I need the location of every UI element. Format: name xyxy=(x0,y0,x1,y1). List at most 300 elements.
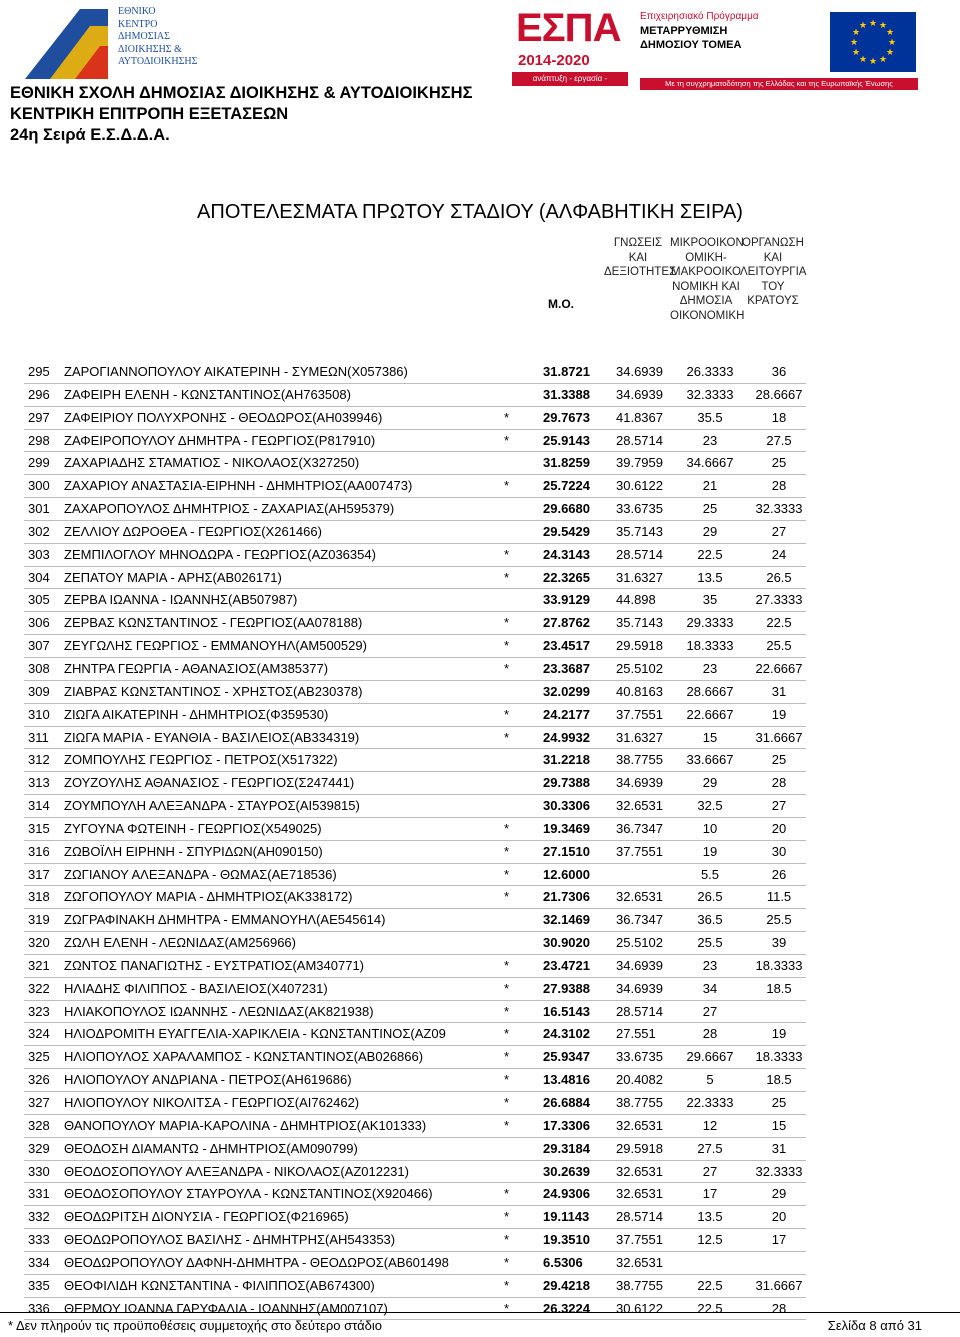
row-number: 329 xyxy=(28,1140,50,1156)
ineligible-mark: * xyxy=(504,729,510,745)
table-row xyxy=(24,955,806,978)
average-score: 16.5143 xyxy=(543,1003,590,1019)
score-economics-law: 34 xyxy=(702,980,718,996)
average-score: 29.6680 xyxy=(543,501,590,517)
candidate-name: ΗΛΙΟΔΡΟΜΙΤΗ ΕΥΑΓΓΕΛΙΑ-ΧΑΡΙΚΛΕΙΑ - ΚΩΝΣΤΑΝΤΙΝΟΣ(ΑΖ09 xyxy=(64,1026,446,1042)
espa-tagline: ανάπτυξη - εργασία - αλληλεγγύη xyxy=(512,72,628,86)
candidate-name: ΖΑΦΕΙΡΟΠΟΥΛΟΥ ΔΗΜΗΤΡΑ - ΓΕΩΡΓΙΟΣ(Ρ817910) xyxy=(64,432,376,448)
table-row xyxy=(24,1069,806,1092)
row-number: 327 xyxy=(28,1095,50,1110)
average-score: 24.9306 xyxy=(543,1186,590,1202)
score-knowledge-skills: 38.7755 xyxy=(616,752,663,768)
ineligible-mark: * xyxy=(504,1232,510,1248)
score-state-organization: 11.5 xyxy=(766,889,792,905)
table-row xyxy=(24,658,806,681)
candidate-name: ΘΕΟΔΟΣΗ ΔΙΑΜΑΝΤΩ - ΔΗΜΗΤΡΙΟΣ(ΑΜ090799) xyxy=(64,1140,358,1156)
table-row xyxy=(24,1001,806,1024)
score-economics-law: 27.5 xyxy=(697,1140,723,1156)
ekdda-logo-line: ΕΘΝΙΚΟ xyxy=(118,6,156,17)
score-economics-law: 29.6667 xyxy=(686,1049,734,1065)
average-score: 24.9932 xyxy=(543,729,590,745)
row-number: 317 xyxy=(28,866,50,882)
candidate-name: ΘΕΟΔΟΣΟΠΟΥΛΟΥ ΑΛΕΞΑΝΔΡΑ - ΝΙΚΟΛΑΟΣ(ΑΖ012231) xyxy=(64,1163,409,1179)
candidate-name: ΖΑΦΕΙΡΗ ΕΛΕΝΗ - ΚΩΝΣΤΑΝΤΙΝΟΣ(ΑΗ763508) xyxy=(64,386,351,402)
score-state-organization: 31.6667 xyxy=(755,729,803,745)
score-economics-law: 22.5 xyxy=(697,1277,723,1293)
table-row xyxy=(24,704,806,727)
score-economics-law: 22.5 xyxy=(697,546,723,562)
column-header-g3 xyxy=(740,236,806,309)
table-row xyxy=(24,1206,806,1229)
ineligible-mark: * xyxy=(504,432,510,448)
column-header-line: ΝΟΜΙΚΗ ΚΑΙ xyxy=(672,280,740,293)
candidate-name: ΖΟΥΜΠΟΥΛΗ ΑΛΕΞΑΝΔΡΑ - ΣΤΑΥΡΟΣ(ΑΙ539815) xyxy=(64,798,360,814)
score-state-organization: 28 xyxy=(771,775,787,791)
row-number: 328 xyxy=(28,1117,50,1133)
score-state-organization: 32.3333 xyxy=(755,501,803,517)
score-knowledge-skills: 29.5918 xyxy=(616,1140,663,1156)
average-score: 21.7306 xyxy=(543,889,590,905)
score-state-organization: 22.5 xyxy=(766,615,792,631)
candidate-name: ΘΕΟΔΟΣΟΠΟΥΛΟΥ ΣΤΑΥΡΟΥΛΑ - ΚΩΝΣΤΑΝΤΙΝΟΣ(Χ920466) xyxy=(64,1186,433,1202)
ineligible-mark: * xyxy=(504,706,510,722)
score-economics-law: 5 xyxy=(706,1072,714,1088)
score-economics-law: 22.6667 xyxy=(686,706,734,722)
candidate-name: ΘΕΡΜΟΥ ΙΩΑΝΝΑ ΓΑΡΥΦΑΛΙΑ - ΙΩΑΝΝΗΣ(ΑΜ007107) xyxy=(64,1300,388,1316)
candidate-name: ΘΑΝΟΠΟΥΛΟΥ ΜΑΡΙΑ-ΚΑΡΟΛΙΝΑ - ΔΗΜΗΤΡΙΟΣ(ΑΚ101333) xyxy=(64,1117,427,1133)
table-row xyxy=(24,430,806,453)
table-row xyxy=(24,384,806,407)
table-row xyxy=(24,727,806,750)
candidate-name: ΖΕΡΒΑ ΙΩΑΝΝΑ - ΙΩΑΝΝΗΣ(ΑΒ507987) xyxy=(64,592,298,608)
table-row xyxy=(24,498,806,521)
score-state-organization: 28 xyxy=(771,478,787,494)
column-header-line: ΟΜΙΚΗ- xyxy=(685,251,727,264)
column-header-line: ΚΑΙ xyxy=(763,251,783,264)
average-score: 32.1469 xyxy=(543,912,590,928)
candidate-name: ΖΑΧΑΡΙΟΥ ΑΝΑΣΤΑΣΙΑ-ΕΙΡΗΝΗ - ΔΗΜΗΤΡΙΟΣ(ΑΑ007473) xyxy=(64,478,413,494)
table-row xyxy=(24,864,806,887)
ineligible-mark: * xyxy=(504,660,510,676)
score-economics-law: 28.6667 xyxy=(686,683,734,699)
average-score: 27.8762 xyxy=(543,615,590,631)
score-knowledge-skills: 25.5102 xyxy=(616,935,663,951)
svg-text:★: ★ xyxy=(851,48,861,58)
average-score: 33.9129 xyxy=(543,592,590,608)
row-number: 312 xyxy=(28,752,50,768)
candidate-name: ΖΙΩΓΑ ΑΙΚΑΤΕΡΙΝΗ - ΔΗΜΗΤΡΙΟΣ(Φ359530) xyxy=(64,706,329,722)
table-row xyxy=(24,1138,806,1161)
average-score: 23.4517 xyxy=(543,638,590,654)
candidate-name: ΘΕΟΦΙΛΙΔΗ ΚΩΝΣΤΑΝΤΙΝΑ - ΦΙΛΙΠΠΟΣ(ΑΒ674300) xyxy=(64,1277,375,1293)
average-score: 22.3265 xyxy=(543,569,590,585)
row-number: 315 xyxy=(28,820,50,836)
score-state-organization: 17 xyxy=(771,1232,787,1248)
svg-text:★: ★ xyxy=(849,38,859,48)
candidate-name: ΖΑΧΑΡΟΠΟΥΛΟΣ ΔΗΜΗΤΡΙΟΣ - ΖΑΧΑΡΙΑΣ(ΑΗ595379) xyxy=(64,501,395,517)
score-knowledge-skills: 34.6939 xyxy=(616,957,663,973)
ineligible-mark: * xyxy=(504,1277,510,1293)
score-state-organization: 25.5 xyxy=(766,912,792,928)
score-knowledge-skills: 31.6327 xyxy=(616,569,663,585)
column-header-line: ΛΕΙΤΟΥΡΓΙΑ xyxy=(740,266,807,278)
column-header-line: ΓΝΩΣΕΙΣ ΚΑΙ xyxy=(613,237,663,264)
footer-note: * Δεν πληρούν τις προϋποθέσεις συμμετοχής στο δεύτερο στάδιο xyxy=(8,1318,382,1333)
program-line: Επιχειρησιακό Πρόγραμμα xyxy=(640,11,759,22)
score-economics-law: 27 xyxy=(702,1003,718,1019)
svg-text:★: ★ xyxy=(868,57,878,67)
score-knowledge-skills: 32.6531 xyxy=(616,889,663,905)
score-knowledge-skills: 28.5714 xyxy=(616,1209,663,1225)
svg-text:★: ★ xyxy=(878,55,888,65)
score-economics-law: 13.5 xyxy=(697,1209,723,1225)
score-economics-law: 15 xyxy=(702,729,718,745)
row-number: 308 xyxy=(28,660,50,676)
ineligible-mark: * xyxy=(504,843,510,859)
score-knowledge-skills: 31.6327 xyxy=(616,729,663,745)
average-score: 29.7388 xyxy=(543,775,590,791)
row-number: 320 xyxy=(28,935,50,951)
candidate-name: ΗΛΙΟΠΟΥΛΟΣ ΧΑΡΑΛΑΜΠΟΣ - ΚΩΝΣΤΑΝΤΙΝΟΣ(ΑΒ026866) xyxy=(64,1049,424,1065)
score-knowledge-skills: 27.551 xyxy=(616,1026,656,1042)
score-state-organization: 31.6667 xyxy=(755,1277,803,1293)
score-economics-law: 28 xyxy=(702,1026,718,1042)
column-header-line: ΔΕΞΙΟΤΗΤΕΣ xyxy=(604,266,677,278)
row-number: 298 xyxy=(28,432,50,448)
candidate-name: ΗΛΙΟΠΟΥΛΟΥ ΑΝΔΡΙΑΝΑ - ΠΕΤΡΟΣ(ΑΗ619686) xyxy=(64,1072,352,1088)
table-row xyxy=(24,475,806,498)
candidate-name: ΘΕΟΔΩΡΟΠΟΥΛΟΥ ΔΑΦΝΗ-ΔΗΜΗΤΡΑ - ΘΕΟΔΩΡΟΣ(ΑΒ601498 xyxy=(64,1254,449,1270)
score-state-organization: 24 xyxy=(771,546,787,562)
score-economics-law: 22.3333 xyxy=(686,1095,734,1110)
candidate-name: ΖΙΑΒΡΑΣ ΚΩΝΣΤΑΝΤΙΝΟΣ - ΧΡΗΣΤΟΣ(ΑΒ230378) xyxy=(64,683,363,699)
score-knowledge-skills: 34.6939 xyxy=(616,364,663,379)
row-number: 299 xyxy=(28,455,50,471)
candidate-name: ΖΕΜΠΙΛΟΓΛΟΥ ΜΗΝΟΔΩΡΑ - ΓΕΩΡΓΙΟΣ(ΑΖ036354) xyxy=(64,546,376,562)
candidate-name: ΖΕΠΑΤΟΥ ΜΑΡΙΑ - ΑΡΗΣ(ΑΒ026171) xyxy=(64,569,282,585)
row-number: 300 xyxy=(28,478,50,494)
score-knowledge-skills: 30.6122 xyxy=(616,1300,663,1316)
score-economics-law: 18.3333 xyxy=(686,638,734,654)
score-knowledge-skills: 35.7143 xyxy=(616,615,663,631)
column-header-mo: Μ.Ο. xyxy=(548,297,574,311)
espa-wordmark: ΕΣΠΑ xyxy=(516,6,621,50)
ekdda-logo-line: ΚΕΝΤΡΟ xyxy=(118,18,158,30)
table-row xyxy=(24,795,806,818)
average-score: 26.6884 xyxy=(543,1095,590,1110)
ineligible-mark: * xyxy=(504,1186,510,1202)
espa-logo xyxy=(512,6,630,97)
row-number: 316 xyxy=(28,843,50,859)
candidate-name: ΖΟΥΖΟΥΛΗΣ ΑΘΑΝΑΣΙΟΣ - ΓΕΩΡΓΙΟΣ(Σ247441) xyxy=(64,775,355,791)
table-row xyxy=(24,932,806,955)
row-number: 297 xyxy=(28,409,50,425)
ineligible-mark: * xyxy=(504,820,510,836)
average-score: 6.5306 xyxy=(543,1254,583,1270)
candidate-name: ΖΟΜΠΟΥΛΗΣ ΓΕΩΡΓΙΟΣ - ΠΕΤΡΟΣ(Χ517322) xyxy=(64,752,338,768)
average-score: 12.6000 xyxy=(543,866,590,882)
score-economics-law: 29 xyxy=(702,523,718,539)
program-logo xyxy=(640,10,790,72)
score-state-organization: 25 xyxy=(771,455,787,471)
score-economics-law: 10 xyxy=(702,820,718,836)
average-score: 26.3224 xyxy=(543,1300,590,1316)
score-economics-law: 26.3333 xyxy=(686,364,734,379)
table-row xyxy=(24,1046,806,1069)
ineligible-mark: * xyxy=(504,957,510,973)
row-number: 319 xyxy=(28,912,50,928)
score-state-organization: 29 xyxy=(771,1186,787,1202)
table-row xyxy=(24,1275,806,1298)
row-number: 302 xyxy=(28,523,50,539)
average-score: 29.7673 xyxy=(543,409,590,425)
program-line: ΜΕΤΑΡΡΥΘΜΙΣΗ xyxy=(640,25,728,37)
score-knowledge-skills: 35.7143 xyxy=(616,523,663,539)
table-row xyxy=(24,1115,806,1138)
average-score: 13.4816 xyxy=(543,1072,590,1088)
table-row xyxy=(24,1023,806,1046)
average-score: 30.3306 xyxy=(543,798,590,814)
candidate-name: ΖΩΝΤΟΣ ΠΑΝΑΓΙΩΤΗΣ - ΕΥΣΤΡΑΤΙΟΣ(ΑΜ340771) xyxy=(64,957,365,973)
average-score: 27.9388 xyxy=(543,980,590,996)
row-number: 321 xyxy=(28,957,50,973)
row-number: 330 xyxy=(28,1163,50,1179)
table-row xyxy=(24,681,806,704)
score-state-organization: 31 xyxy=(771,683,787,699)
ineligible-mark: * xyxy=(504,1209,510,1225)
score-knowledge-skills: 38.7755 xyxy=(616,1095,663,1110)
row-number: 325 xyxy=(28,1049,50,1065)
candidate-name: ΖΑΧΑΡΙΑΔΗΣ ΣΤΑΜΑΤΙΟΣ - ΝΙΚΟΛΑΟΣ(Χ327250) xyxy=(64,455,360,471)
ineligible-mark: * xyxy=(504,1300,510,1316)
score-knowledge-skills: 36.7347 xyxy=(616,820,663,836)
table-row xyxy=(24,589,806,612)
score-state-organization: 19 xyxy=(771,1026,787,1042)
row-number: 305 xyxy=(28,592,50,608)
row-number: 322 xyxy=(28,980,50,996)
average-score: 31.8721 xyxy=(543,364,590,379)
table-row xyxy=(24,1092,806,1115)
footer-divider xyxy=(0,1312,960,1313)
program-line: ΔΗΜΟΣΙΟΥ ΤΟΜΕΑ xyxy=(640,39,742,51)
score-knowledge-skills: 33.6735 xyxy=(616,1049,663,1065)
average-score: 24.2177 xyxy=(543,706,590,722)
header xyxy=(10,83,472,146)
score-economics-law: 35.5 xyxy=(697,409,723,425)
average-score: 19.1143 xyxy=(543,1209,590,1225)
score-state-organization: 27.5 xyxy=(766,432,792,448)
score-state-organization: 25 xyxy=(771,1095,787,1110)
svg-text:★: ★ xyxy=(887,38,897,48)
score-knowledge-skills: 29.5918 xyxy=(616,638,663,654)
candidate-name: ΖΙΩΓΑ ΜΑΡΙΑ - ΕΥΑΝΘΙΑ - ΒΑΣΙΛΕΙΟΣ(ΑΒ334319) xyxy=(64,729,360,745)
ineligible-mark: * xyxy=(504,409,510,425)
candidate-name: ΖΑΡΟΓΙΑΝΝΟΠΟΥΛΟΥ ΑΙΚΑΤΕΡΙΝΗ - ΣΥΜΕΩΝ(Χ057386) xyxy=(64,364,408,379)
average-score: 23.4721 xyxy=(543,957,590,973)
column-header-line: ΤΟΥ xyxy=(761,280,785,293)
average-score: 31.8259 xyxy=(543,455,590,471)
score-knowledge-skills: 34.6939 xyxy=(616,386,663,402)
average-score: 29.4218 xyxy=(543,1277,590,1293)
score-economics-law: 25 xyxy=(702,501,718,517)
table-row xyxy=(24,635,806,658)
row-number: 295 xyxy=(28,364,50,379)
score-knowledge-skills: 20.4082 xyxy=(616,1072,663,1088)
table-row xyxy=(24,521,806,544)
row-number: 296 xyxy=(28,386,50,402)
average-score: 29.5429 xyxy=(543,523,590,539)
row-number: 314 xyxy=(28,798,50,814)
score-state-organization: 27 xyxy=(771,798,787,814)
header-line-committee: ΚΕΝΤΡΙΚΗ ΕΠΙΤΡΟΠΗ ΕΞΕΤΑΣΕΩΝ xyxy=(10,105,289,123)
score-knowledge-skills: 32.6531 xyxy=(616,1117,663,1133)
results-table xyxy=(24,361,806,1320)
svg-text:★: ★ xyxy=(878,21,888,31)
candidate-name: ΖΕΛΛΙΟΥ ΔΩΡΟΘΕΑ - ΓΕΩΡΓΙΟΣ(Χ261466) xyxy=(64,523,322,539)
column-header-line: ΜΙΚΡΟΟΙΚΟΝ xyxy=(670,237,744,249)
average-score: 31.2218 xyxy=(543,752,590,768)
score-knowledge-skills: 28.5714 xyxy=(616,546,663,562)
average-score: 24.3102 xyxy=(543,1026,590,1042)
score-state-organization: 31 xyxy=(771,1140,787,1156)
row-number: 303 xyxy=(28,546,50,562)
ekdda-logo-line: ΑΥΤΟΔΙΟΙΚΗΣΗΣ xyxy=(118,56,198,67)
ineligible-mark: * xyxy=(504,980,510,996)
average-score: 32.0299 xyxy=(543,683,590,699)
row-number: 332 xyxy=(28,1209,50,1225)
score-economics-law: 13.5 xyxy=(697,569,723,585)
score-knowledge-skills: 34.6939 xyxy=(616,980,663,996)
score-knowledge-skills: 44.898 xyxy=(616,592,656,608)
average-score: 29.3184 xyxy=(543,1140,590,1156)
row-number: 313 xyxy=(28,775,50,791)
score-knowledge-skills: 36.7347 xyxy=(616,912,663,928)
average-score: 30.2639 xyxy=(543,1163,590,1179)
score-state-organization: 18.3333 xyxy=(755,1049,803,1065)
espa-banner xyxy=(512,6,920,97)
score-economics-law: 23 xyxy=(702,660,718,676)
candidate-name: ΖΥΓΟΥΝΑ ΦΩΤΕΙΝΗ - ΓΕΩΡΓΙΟΣ(Χ549025) xyxy=(64,820,322,836)
page-title: ΑΠΟΤΕΛΕΣΜΑΤΑ ΠΡΩΤΟΥ ΣΤΑΔΙΟΥ (ΑΛΦΑΒΗΤΙΚΗ ΣΕΙΡΑ) xyxy=(197,201,743,223)
row-number: 301 xyxy=(28,501,50,517)
score-state-organization: 26.5 xyxy=(766,569,792,585)
candidate-name: ΖΩΓΡΑΦΙΝΑΚΗ ΔΗΜΗΤΡΑ - ΕΜΜΑΝΟΥΗΛ(ΑΕ545614) xyxy=(64,912,386,928)
score-economics-law: 21 xyxy=(702,478,718,494)
column-header-g2 xyxy=(670,236,745,323)
score-knowledge-skills: 28.5714 xyxy=(616,1003,663,1019)
row-number: 311 xyxy=(28,729,49,745)
table-row xyxy=(24,612,806,635)
candidate-name: ΖΕΥΓΩΛΗΣ ΓΕΩΡΓΙΟΣ - ΕΜΜΑΝΟΥΗΛ(ΑΜ500529) xyxy=(64,638,367,654)
candidate-name: ΗΛΙΟΠΟΥΛΟΥ ΝΙΚΟΛΙΤΣΑ - ΓΕΩΡΓΙΟΣ(ΑΙ762462) xyxy=(64,1095,360,1110)
score-state-organization: 28 xyxy=(771,1300,787,1316)
row-number: 323 xyxy=(28,1003,50,1019)
table-row xyxy=(24,544,806,567)
candidate-name: ΖΩΓΟΠΟΥΛΟΥ ΜΑΡΙΑ - ΔΗΜΗΤΡΙΟΣ(ΑΚ338172) xyxy=(64,889,353,905)
table-row xyxy=(24,1161,806,1184)
score-economics-law: 26.5 xyxy=(697,889,723,905)
table-row xyxy=(24,841,806,864)
ineligible-mark: * xyxy=(504,1049,510,1065)
score-state-organization: 18.5 xyxy=(766,1072,792,1088)
average-score: 25.9347 xyxy=(543,1049,590,1065)
espa-years: 2014-2020 xyxy=(518,52,590,69)
header-line-school: ΕΘΝΙΚΗ ΣΧΟΛΗ ΔΗΜΟΣΙΑΣ ΔΙΟΙΚΗΣΗΣ & ΑΥΤΟΔΙΟΙΚΗΣΗΣ xyxy=(10,84,473,102)
average-score: 25.9143 xyxy=(543,432,590,448)
row-number: 310 xyxy=(28,706,50,722)
table-row xyxy=(24,772,806,795)
svg-text:★: ★ xyxy=(851,28,861,38)
svg-text:★: ★ xyxy=(858,21,868,31)
candidate-name: ΖΩΒΟΪΛΗ ΕΙΡΗΝΗ - ΣΠΥΡΙΔΩΝ(ΑΗ090150) xyxy=(64,843,323,859)
ineligible-mark: * xyxy=(504,546,510,562)
candidate-name: ΖΩΛΗ ΕΛΕΝΗ - ΛΕΩΝΙΔΑΣ(ΑΜ256966) xyxy=(64,935,296,951)
column-header-line: ΚΡΑΤΟΥΣ xyxy=(747,295,799,307)
candidate-name: ΖΗΝΤΡΑ ΓΕΩΡΓΙΑ - ΑΘΑΝΑΣΙΟΣ(ΑΜ385377) xyxy=(64,660,329,676)
score-economics-law: 32.3333 xyxy=(686,386,734,402)
score-knowledge-skills: 37.7551 xyxy=(616,843,663,859)
ineligible-mark: * xyxy=(504,1254,510,1270)
score-economics-law: 33.6667 xyxy=(686,752,734,768)
score-economics-law: 22.5 xyxy=(697,1300,723,1316)
score-state-organization: 15 xyxy=(771,1117,787,1133)
score-knowledge-skills: 25.5102 xyxy=(616,660,663,676)
svg-text:★: ★ xyxy=(885,48,895,58)
score-knowledge-skills: 30.6122 xyxy=(616,478,663,494)
table-row xyxy=(24,452,806,475)
candidate-name: ΖΑΦΕΙΡΙΟΥ ΠΟΛΥΧΡΟΝΗΣ - ΘΕΟΔΩΡΟΣ(ΑΗ039946) xyxy=(64,409,383,425)
score-state-organization: 27.3333 xyxy=(755,592,803,608)
score-knowledge-skills: 38.7755 xyxy=(616,1277,663,1293)
score-knowledge-skills: 32.6531 xyxy=(616,1186,663,1202)
column-header-line: ΟΡΓΑΝΩΣΗ xyxy=(742,237,804,249)
row-number: 307 xyxy=(28,638,50,654)
candidate-name: ΗΛΙΑΚΟΠΟΥΛΟΣ ΙΩΑΝΝΗΣ - ΛΕΩΝΙΔΑΣ(ΑΚ821938) xyxy=(64,1003,374,1019)
table-row xyxy=(24,567,806,590)
cofinancing-strip: Με τη συγχρηματοδότηση της Ελλάδας και της Ευρωπαϊκής Ένωσης xyxy=(640,78,918,90)
row-number: 326 xyxy=(28,1072,50,1088)
table-row xyxy=(24,886,806,909)
candidate-name: ΘΕΟΔΩΡΙΤΣΗ ΔΙΟΝΥΣΙΑ - ΓΕΩΡΓΙΟΣ(Φ216965) xyxy=(64,1209,349,1225)
candidate-name: ΗΛΙΑΔΗΣ ΦΙΛΙΠΠΟΣ - ΒΑΣΙΛΕΙΟΣ(Χ407231) xyxy=(64,980,328,996)
header-line-series: 24η Σειρά Ε.Σ.Δ.Δ.Α. xyxy=(10,126,170,144)
row-number: 304 xyxy=(28,569,50,585)
score-knowledge-skills: 33.6735 xyxy=(616,501,663,517)
score-state-organization: 18 xyxy=(771,409,787,425)
score-economics-law: 17 xyxy=(702,1186,718,1202)
score-economics-law: 5.5 xyxy=(700,866,720,882)
score-knowledge-skills: 34.6939 xyxy=(616,775,663,791)
score-economics-law: 32.5 xyxy=(697,798,723,814)
average-score: 19.3510 xyxy=(543,1232,590,1248)
table-row xyxy=(24,818,806,841)
table-row xyxy=(24,407,806,430)
average-score: 17.3306 xyxy=(543,1117,590,1133)
score-knowledge-skills: 39.7959 xyxy=(616,455,663,471)
table-row xyxy=(24,361,806,384)
ekdda-logo-line: ΔΙΟΙΚΗΣΗΣ & xyxy=(118,43,182,55)
average-score: 23.3687 xyxy=(543,660,590,676)
svg-text:★: ★ xyxy=(868,19,878,29)
table-row xyxy=(24,978,806,1001)
score-state-organization: 30 xyxy=(771,843,787,859)
ineligible-mark: * xyxy=(504,1026,510,1042)
page-number: Σελίδα 8 από 31 xyxy=(827,1318,922,1333)
column-header-line: ΜΑΚΡΟΟΙΚΟ xyxy=(671,266,741,278)
candidate-name: ΘΕΟΔΩΡΟΠΟΥΛΟΣ ΒΑΣΙΛΗΣ - ΔΗΜΗΤΡΗΣ(ΑΗ543353) xyxy=(64,1232,396,1248)
score-state-organization: 27 xyxy=(771,523,787,539)
ekdda-logo xyxy=(20,4,210,84)
